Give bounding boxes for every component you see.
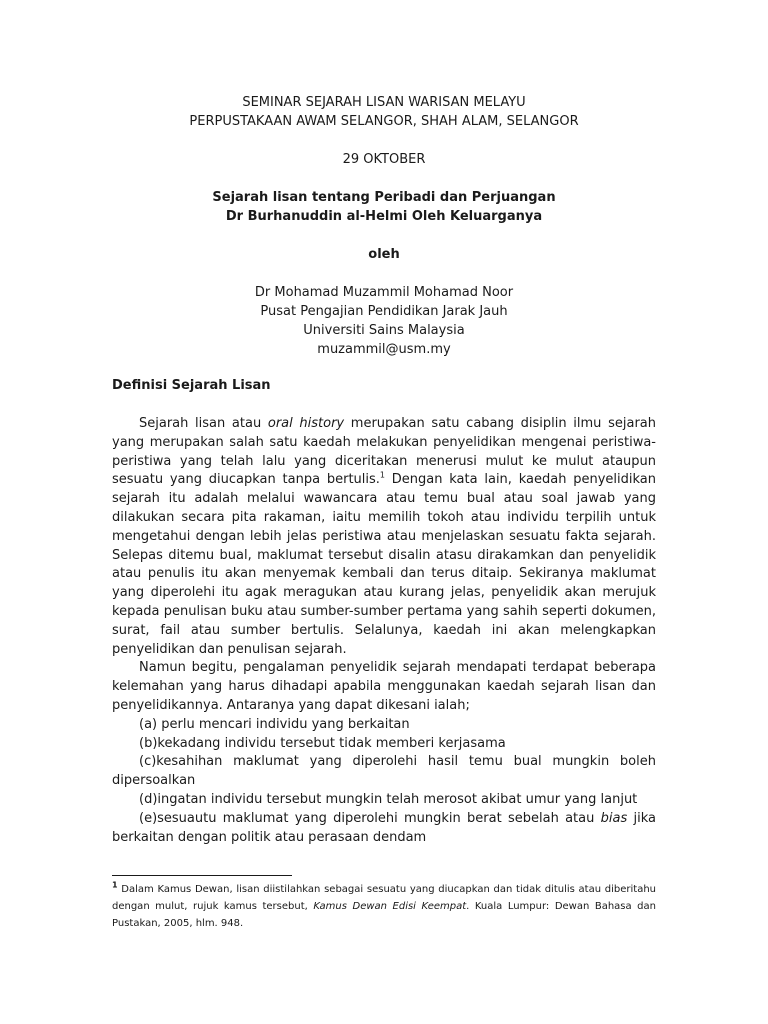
footnote-ref: 1	[379, 471, 385, 481]
author-email: muzammil@usm.my	[317, 342, 451, 357]
paragraph-1	[112, 415, 656, 659]
p1-text-c: Dengan kata lain, kaedah penyelidikan sejarah itu adalah melalui wawancara atau temu bual atau soal jawab yang dilakukan secara pita rakaman, iaitu memilih tokoh atau individu terpilih untuk mengetahui dengan lebih jelas peristiwa atau menjelaskan sesuatu fakta sejarah. Selepas ditemu bual, maklumat tersebut disalin atasu dirakamkan dan penyelidik atau penulis itu akan menyemak kembali dan terus ditaip. Sekiranya maklumat yang diperolehi itu agak meragukan atau kurang jelas, penyelidik akan merujuk kepada penulisan buku atau sumber-sumber pertama yang sahih seperti dokumen, surat, fail atau sumber bertulis. Selalunya, kaedah ini akan melengkapkan penyelidikan dan penulisan sejarah.	[112, 472, 656, 657]
author-department: Pusat Pengajian Pendidikan Jarak Jauh	[260, 304, 508, 319]
seminar-venue: PERPUSTAKAAN AWAM SELANGOR, SHAH ALAM, SELANGOR	[189, 114, 579, 129]
footnote-text-b: . Kuala Lumpur: Dewan Bahasa dan Pustakan, 2005, hlm. 948.	[112, 901, 656, 929]
footnote-emphasis: Kamus Dewan Edisi Keempat	[313, 901, 467, 912]
p1-text-a: Sejarah lisan atau	[139, 416, 268, 431]
seminar-date: 29 OKTOBER	[342, 152, 426, 167]
list-item-b: (b)kekadang individu tersebut tidak memberi kerjasama	[139, 735, 506, 751]
list-item-d: (d)ingatan individu tersebut mungkin telah merosot akibat umur yang lanjut	[139, 791, 638, 807]
list-item-e	[112, 810, 656, 848]
item-e-emphasis: bias	[600, 810, 628, 826]
list-item-a: (a) perlu mencari individu yang berkaitan	[139, 716, 410, 732]
footnote-divider	[112, 875, 292, 876]
seminar-title: SEMINAR SEJARAH LISAN WARISAN MELAYU	[242, 95, 526, 110]
paper-title-line2: Dr Burhanuddin al-Helmi Oleh Keluarganya	[225, 209, 543, 224]
footnote-mark: 1	[112, 880, 118, 890]
footnote-text-a: Dalam Kamus Dewan, lisan diistilahkan sebagai sesuatu yang diucapkan dan tidak ditulis atau diberitahu dengan mulut, rujuk kamus tersebut,	[112, 884, 656, 912]
list-item-c: (c)kesahihan maklumat yang diperolehi hasil temu bual mungkin boleh dipersoalkan	[112, 754, 656, 789]
p1-emphasis: oral history	[267, 416, 345, 431]
section-heading: Definisi Sejarah Lisan	[112, 378, 271, 393]
author-name: Dr Mohamad Muzammil Mohamad Noor	[254, 285, 514, 300]
by-label: oleh	[368, 247, 400, 262]
footnote	[112, 881, 656, 932]
item-e-text-a: (e)sesuautu maklumat yang diperolehi mungkin berat sebelah atau	[139, 810, 601, 826]
author-university: Universiti Sains Malaysia	[303, 323, 465, 338]
item-e-text-b: jika berkaitan dengan politik atau perasaan dendam	[112, 810, 656, 845]
section-body	[112, 415, 656, 847]
p1-text-b: merupakan satu cabang disiplin ilmu sejarah yang merupakan salah satu kaedah melakukan penyelidikan mengenai peristiwa-peristiwa yang telah lalu yang diceritakan menerusi mulut ke mulut ataupun sesuatu yang diucapkan tanpa bertulis.	[112, 416, 656, 488]
paragraph-2: Namun begitu, pengalaman penyelidik sejarah mendapati terdapat beberapa kelemahan yang harus dihadapi apabila menggunakan kaedah sejarah lisan dan penyelidikannya. Antaranya yang dapat dikesani ialah;	[112, 660, 656, 713]
paper-title-line1: Sejarah lisan tentang Peribadi dan Perjuangan	[212, 190, 556, 205]
